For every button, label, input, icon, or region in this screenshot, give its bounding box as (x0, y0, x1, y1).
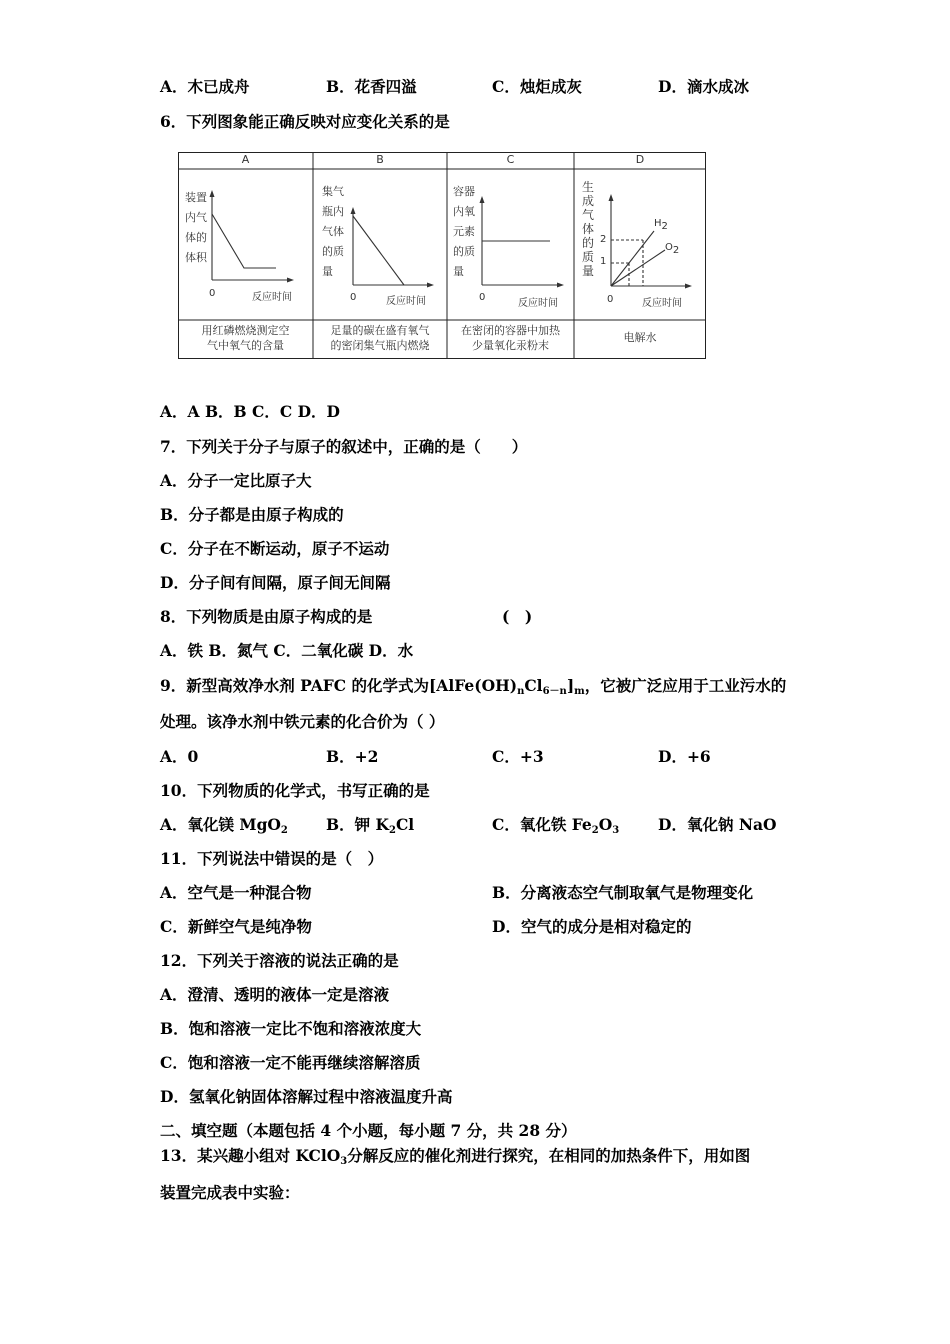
q6-options: A．A B．B C．C D．D (160, 402, 340, 421)
q7-option-c: C．分子在不断运动，原子不运动 (160, 539, 390, 558)
panel-a-xlabel: 反应时间 (252, 292, 292, 303)
panel-d-graph (609, 194, 693, 289)
panel-a-ylabel: 装置 内气 体的 体积 (185, 191, 207, 264)
q9-option-b: B．+2 (326, 747, 379, 766)
q12-stem: 12．下列关于溶液的说法正确的是 (160, 951, 399, 970)
panel-a-graph (210, 190, 295, 283)
panel-b-caption: 足量的碳在盛有氧气 的密闭集气瓶内燃烧 (330, 324, 430, 352)
q10-option-b: B．钾 $K_2Cl$ (326, 815, 415, 836)
q8-paren: ( ) (502, 607, 533, 626)
q12-option-c: C．饱和溶液一定不能再继续溶解溶质 (160, 1053, 421, 1072)
q11-option-b: B．分离液态空气制取氧气是物理变化 (492, 883, 754, 902)
section-2-heading: 二、填空题（本题包括 4 个小题，每小题 7 分，共 28 分） (160, 1121, 577, 1140)
q5-option-a: A．木已成舟 (160, 77, 250, 96)
q9-stem: 9．新型高效净水剂 PAFC 的化学式为$[AlFe(OH)_nCl_{6-n}]_m$，它被广泛应用于工业污水的 (160, 676, 787, 697)
q8-stem: 8．下列物质是由原子构成的是 (160, 607, 373, 626)
panel-b-ylabel: 集气 瓶内 气体 的质 量 (322, 185, 344, 278)
q9-option-d: D．+6 (658, 747, 711, 766)
q6-stem: 6．下列图象能正确反映对应变化关系的是 (160, 112, 450, 131)
q11-option-c: C．新鲜空气是纯净物 (160, 917, 312, 936)
panel-a-origin: 0 (209, 288, 216, 299)
q13-stem-line2: 装置完成表中实验： (160, 1183, 300, 1202)
q9-option-a: A．0 (160, 747, 199, 766)
panel-b-origin: 0 (350, 292, 357, 303)
panel-d-o2-label: $O_2$ (665, 242, 680, 256)
q7-option-a: A．分子一定比原子大 (160, 471, 312, 490)
q9-option-c: C．+3 (492, 747, 544, 766)
col-header-d: D (635, 153, 645, 166)
panel-d-origin: 0 (607, 294, 614, 305)
q7-option-d: D．分子间有间隔，原子间无间隔 (160, 573, 391, 592)
q10-stem: 10．下列物质的化学式，书写正确的是 (160, 781, 430, 800)
q13-stem: 13．某兴趣小组对 KClO$_3$分解反应的催化剂进行探究，在相同的加热条件下，用如图 (160, 1146, 751, 1167)
panel-c-ylabel: 容器 内氧 元素 的质 量 (453, 185, 475, 278)
col-header-b: B (376, 153, 384, 166)
q5-option-b: B．花香四溢 (326, 77, 417, 96)
panel-b-graph (351, 207, 435, 288)
panel-c-xlabel: 反应时间 (518, 298, 558, 309)
q5-option-d: D．滴水成冰 (658, 77, 749, 96)
col-header-a: A (241, 153, 250, 166)
panel-d-ylabel: 生 成 气 体 的 质 量 (582, 180, 595, 278)
panel-c-caption: 在密闭的容器中加热 少量氧化汞粉末 (461, 324, 560, 352)
q5-option-c: C．烛炬成灰 (492, 77, 582, 96)
q7-stem: 7．下列关于分子与原子的叙述中，正确的是（ ） (160, 437, 528, 456)
q6-figure (178, 152, 706, 359)
q7-option-b: B．分子都是由原子构成的 (160, 505, 344, 524)
q11-option-a: A．空气是一种混合物 (160, 883, 312, 902)
q8-options: A．铁 B．氮气 C．二氧化碳 D．水 (160, 641, 414, 660)
panel-d-tick-1: 1 (600, 256, 607, 267)
panel-d-tick-2: 2 (600, 234, 607, 245)
col-header-c: C (506, 153, 515, 166)
q12-option-b: B．饱和溶液一定比不饱和溶液浓度大 (160, 1019, 422, 1038)
q12-option-a: A．澄清、透明的液体一定是溶液 (160, 985, 390, 1004)
q12-option-d: D．氢氧化钠固体溶解过程中溶液温度升高 (160, 1087, 453, 1106)
panel-c-origin: 0 (479, 292, 486, 303)
panel-d-caption: 电解水 (623, 331, 657, 344)
panel-d-h2-label: $H_2$ (654, 218, 668, 232)
panel-d-xlabel: 反应时间 (642, 298, 682, 309)
panel-a-caption: 用红磷燃烧测定空 气中氧气的含量 (201, 324, 290, 352)
q10-option-d: D．氧化钠 NaO (658, 815, 777, 834)
q10-option-c: C．氧化铁 $Fe_2O_3$ (492, 815, 620, 836)
q10-option-a: A．氧化镁 MgO$_2$ (160, 815, 288, 836)
q11-option-d: D．空气的成分是相对稳定的 (492, 917, 692, 936)
q9-stem-line2: 处理。该净水剂中铁元素的化合价为（ ） (160, 712, 445, 731)
q11-stem: 11．下列说法中错误的是（ ） (160, 849, 384, 868)
panel-c-graph (480, 196, 565, 288)
panel-b-xlabel: 反应时间 (386, 296, 426, 307)
